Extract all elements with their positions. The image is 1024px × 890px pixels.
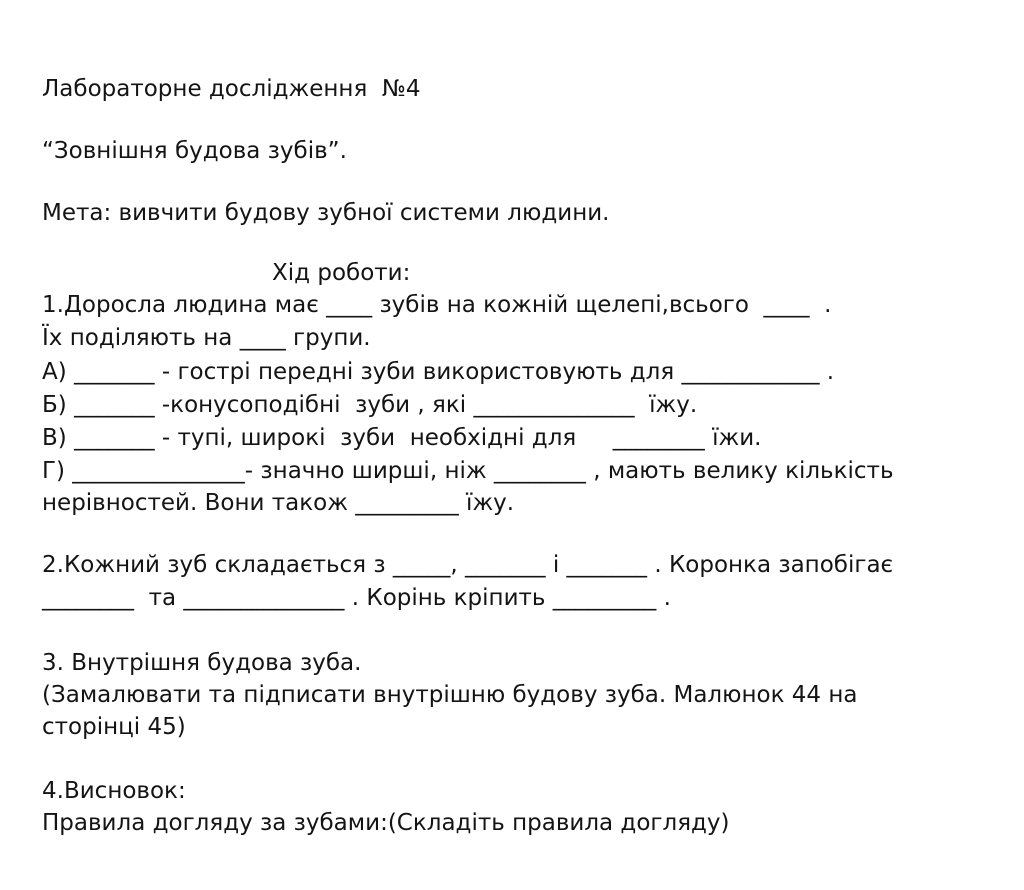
section-1-line: Їх поділяють на ____ групи. xyxy=(42,325,371,351)
section-1-line: 1.Доросла людина має ____ зубів на кожній щелепі,всього ____ . xyxy=(42,292,832,318)
goal-text: Мета: вивчити будову зубної системи людини. xyxy=(42,200,610,226)
section-3-line: сторінці 45) xyxy=(42,714,186,740)
procedure-heading: Хід роботи: xyxy=(272,260,411,286)
section-3-line: (Замалювати та підписати внутрішню будову зуба. Малюнок 44 на xyxy=(42,682,858,708)
section-4-line: Правила догляду за зубами:(Складіть правила догляду) xyxy=(42,810,730,836)
document-subtitle: “Зовнішня будова зубів”. xyxy=(42,138,347,164)
section-1-line: Г) _______________- значно ширші, ніж ________ , мають велику кількість xyxy=(42,458,894,484)
section-2-line: 2.Кожний зуб складається з _____, _______ і _______ . Коронка запобігає xyxy=(42,552,894,578)
section-3-line: 3. Внутрішня будова зуба. xyxy=(42,650,362,676)
section-1-line: В) _______ - тупі, широкі зуби необхідні для ________ їжи. xyxy=(42,425,762,451)
section-4-line: 4.Висновок: xyxy=(42,778,186,804)
section-1-line: Б) _______ -конусоподібні зуби , які ______________ їжу. xyxy=(42,392,698,418)
section-2-line: ________ та ______________ . Корінь кріпить _________ . xyxy=(42,585,671,611)
document-title: Лабораторне дослідження №4 xyxy=(42,76,421,102)
section-1-line: нерівностей. Вони також _________ їжу. xyxy=(42,490,515,516)
section-1-line: А) _______ - гострі передні зуби використовують для ____________ . xyxy=(42,359,835,385)
